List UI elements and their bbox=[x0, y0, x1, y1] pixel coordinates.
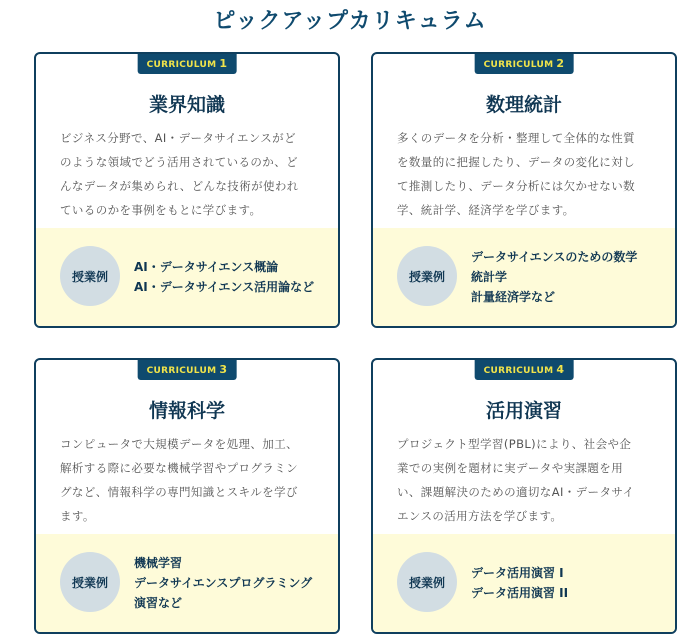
description-line: い、課題解決のための適切なAI・データサイ bbox=[397, 485, 635, 499]
description-line: プロジェクト型学習(PBL)により、社会や企 bbox=[397, 437, 632, 451]
card-title: 業界知識 bbox=[148, 94, 225, 116]
class-example-list bbox=[471, 534, 568, 632]
card-title: 情報科学 bbox=[148, 400, 225, 422]
curriculum-card-1 bbox=[34, 52, 340, 328]
class-example-item: 計量経済学など bbox=[471, 290, 556, 304]
card-title: 数理統計 bbox=[485, 94, 562, 116]
class-example-badge: 授業例 bbox=[60, 552, 120, 612]
class-example-item: 統計学 bbox=[471, 270, 508, 284]
class-example-item: 機械学習 bbox=[134, 556, 183, 570]
description-line: 業での実例を題材に実データや実課題を用 bbox=[397, 461, 624, 475]
curriculum-tag-number: 1 bbox=[219, 57, 228, 70]
class-example-item: AI・データサイエンス概論 bbox=[134, 260, 279, 274]
page-title: ピックアップカリキュラム bbox=[213, 9, 487, 34]
class-example-panel bbox=[36, 534, 338, 632]
class-example-list bbox=[471, 228, 637, 326]
curriculum-tag bbox=[475, 54, 574, 74]
description-line: ます。 bbox=[60, 509, 95, 523]
class-example-list bbox=[134, 534, 312, 632]
class-example-item: 演習など bbox=[134, 596, 183, 610]
class-example-badge: 授業例 bbox=[397, 552, 457, 612]
curriculum-tag-label: CURRICULUM bbox=[146, 60, 217, 70]
class-example-item: データサイエンスのための数学 bbox=[471, 250, 638, 264]
class-example-badge: 授業例 bbox=[397, 246, 457, 306]
class-example-item: データ活用演習 I bbox=[471, 566, 564, 580]
class-example-list bbox=[134, 228, 314, 326]
curriculum-card-3 bbox=[34, 358, 340, 634]
class-example-item: データサイエンスプログラミング bbox=[134, 576, 313, 590]
description-line: んなデータが集められ、どんな技術が使われ bbox=[60, 179, 299, 193]
curriculum-tag-number: 2 bbox=[556, 57, 565, 70]
description-line: 解析する際に必要な機械学習やプログラミン bbox=[60, 461, 298, 475]
description-line: グなど、情報科学の専門知識とスキルを学び bbox=[60, 485, 298, 499]
curriculum-tag-label: CURRICULUM bbox=[483, 60, 554, 70]
curriculum-tag-label: CURRICULUM bbox=[146, 366, 217, 376]
curriculum-tag bbox=[138, 54, 237, 74]
description-line: 多くのデータを分析・整理して全体的な性質 bbox=[397, 131, 635, 145]
description-line: て推測したり、データ分析には欠かせない数 bbox=[397, 179, 635, 193]
curriculum-tag-number: 4 bbox=[556, 363, 565, 376]
curriculum-tag-label: CURRICULUM bbox=[483, 366, 554, 376]
class-example-item: AI・データサイエンス活用論など bbox=[134, 280, 315, 294]
description-line: 学、統計学、経済学を学びます。 bbox=[397, 203, 575, 217]
class-example-item: データ活用演習 II bbox=[471, 586, 569, 600]
description-line: ているのかを事例をもとに学びます。 bbox=[60, 203, 262, 217]
card-description bbox=[60, 126, 318, 222]
card-description bbox=[397, 126, 655, 222]
class-example-badge: 授業例 bbox=[60, 246, 120, 306]
class-example-panel bbox=[36, 228, 338, 326]
curriculum-card-2 bbox=[371, 52, 677, 328]
curriculum-tag-number: 3 bbox=[219, 363, 228, 376]
curriculum-card-4 bbox=[371, 358, 677, 634]
class-example-panel bbox=[373, 534, 675, 632]
description-line: のような領域でどう活用されているのか、ど bbox=[60, 155, 298, 169]
description-line: を数量的に把握したり、データの変化に対し bbox=[397, 155, 635, 169]
class-example-panel bbox=[373, 228, 675, 326]
description-line: エンスの活用方法を学びます。 bbox=[397, 509, 563, 523]
description-line: ビジネス分野で、AI・データサイエンスがど bbox=[60, 131, 296, 145]
card-description bbox=[397, 432, 655, 528]
description-line: コンピュータで大規模データを処理、加工、 bbox=[60, 437, 298, 451]
curriculum-tag bbox=[138, 360, 237, 380]
card-title: 活用演習 bbox=[485, 400, 562, 422]
card-description bbox=[60, 432, 318, 528]
curriculum-tag bbox=[475, 360, 574, 380]
